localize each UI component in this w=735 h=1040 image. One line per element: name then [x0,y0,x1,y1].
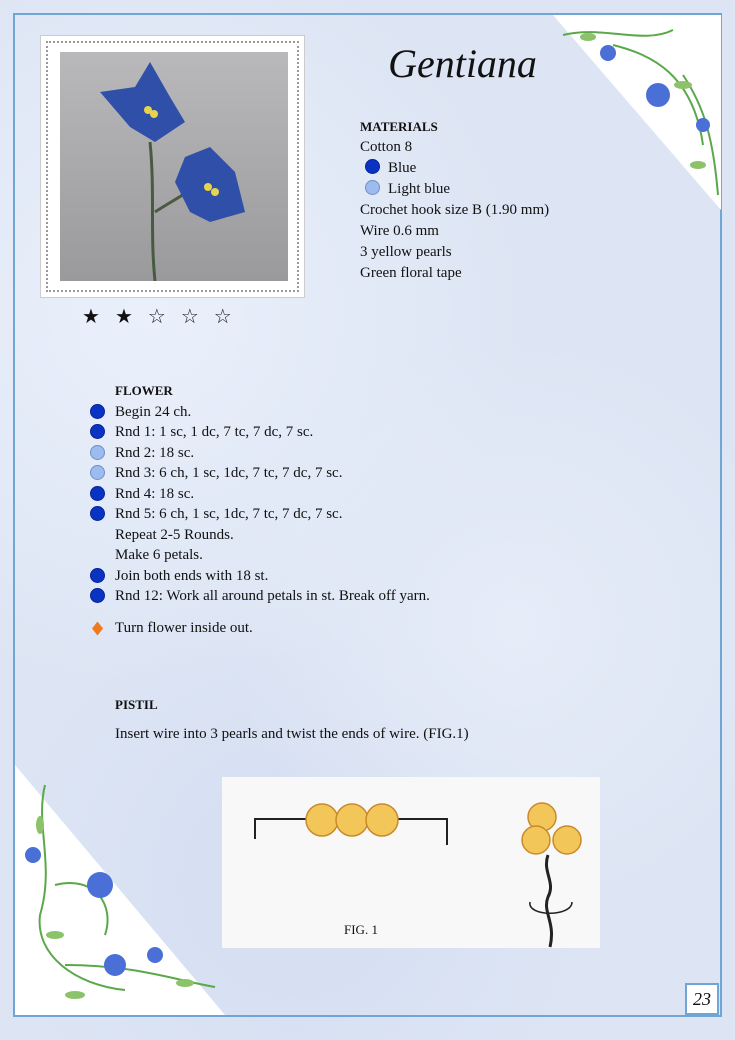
step-text: Rnd 12: Work all around petals in st. Break off yarn. [115,588,430,604]
step-text: Rnd 5: 6 ch, 1 sc, 1dc, 7 tc, 7 dc, 7 sc. [115,506,343,522]
pistil-heading: PISTIL [115,697,158,712]
step [90,586,430,607]
step-text: Make 6 petals. [115,547,203,563]
blue-dot-icon [365,159,380,174]
step-text: Rnd 2: 18 sc. [115,444,195,461]
step-text: Rnd 3: 6 ch, 1 sc, 1dc, 7 tc, 7 dc, 7 sc. [115,465,343,481]
star-outline-icon: ☆ [180,306,199,328]
step-text: Rnd 4: 18 sc. [115,485,195,502]
step-text: Begin 24 ch. [115,403,192,420]
step [90,463,430,484]
step [90,525,430,546]
materials-section [360,116,549,284]
step [90,545,430,566]
blue-dot-icon [90,486,105,501]
pistil-text: Insert wire into 3 pearls and twist the ends of wire. (FIG.1) [115,726,469,742]
material-item: 3 yellow pearls [360,244,452,260]
floral-corner-top-right [553,15,721,210]
light-blue-dot-icon [90,445,105,460]
step-text: Turn flower inside out. [115,619,253,636]
material-item [360,179,549,200]
step [90,443,430,464]
material-item: Wire 0.6 mm [360,223,439,239]
pistil-section [115,697,469,743]
page-title: Gentiana [388,41,537,86]
material-item: Cotton 8 [360,139,413,155]
star-outline-icon: ☆ [147,306,166,328]
blue-dot-icon [90,404,105,419]
material-item [360,158,549,179]
photo-frame [40,35,305,298]
flower-section [90,381,430,638]
material-label: Light blue [388,181,451,197]
pearl-wire-diagram [222,777,600,948]
gentian-photo [60,52,288,281]
step-text: Repeat 2-5 Rounds. [115,526,234,543]
star-outline-icon: ☆ [213,306,232,328]
blue-dot-icon [90,506,105,521]
difficulty-rating [82,304,232,329]
page-number: 23 [685,983,719,1015]
material-item: Crochet hook size B (1.90 mm) [360,202,550,218]
blue-dot-icon [90,588,105,603]
materials-heading: MATERIALS [360,119,438,134]
figure-1 [222,777,600,948]
step [90,566,430,587]
step [90,422,430,443]
flower-heading: FLOWER [115,383,173,398]
step [90,618,430,639]
step-text: Rnd 1: 1 sc, 1 dc, 7 tc, 7 dc, 7 sc. [115,424,314,440]
step [90,402,430,423]
orange-diamond-icon [92,622,103,636]
blue-dot-icon [90,568,105,583]
material-label: Blue [388,160,417,176]
step [90,484,430,505]
floral-corner-bottom-left [15,765,225,1015]
star-icon: ★ [82,306,100,328]
blue-dot-icon [90,424,105,439]
material-item: Green floral tape [360,265,462,281]
figure-caption: FIG. 1 [344,922,378,937]
star-icon: ★ [114,306,133,328]
light-blue-dot-icon [90,465,105,480]
light-blue-dot-icon [365,180,380,195]
step-text: Join both ends with 18 st. [115,567,269,584]
step [90,504,430,525]
